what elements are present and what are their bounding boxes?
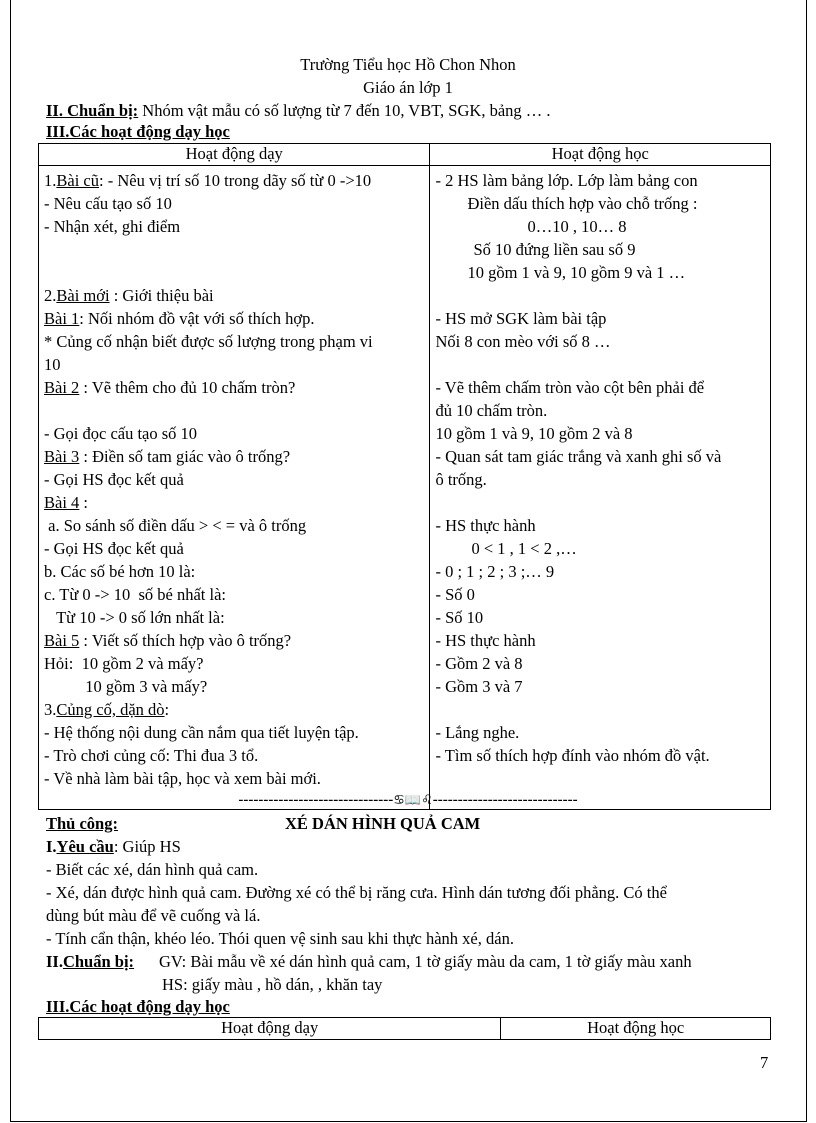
- student-line: - Gồm 3 và 7: [435, 677, 523, 696]
- teacher-line: - Nhận xét, ghi điểm: [44, 217, 181, 236]
- student-line: Nối 8 con mèo với số 8 …: [435, 332, 611, 351]
- student-line: [435, 698, 770, 721]
- teacher-line: 3.Củng cố, dặn dò:: [44, 700, 170, 719]
- prep-label: II. Chuẩn bị:: [46, 101, 139, 120]
- student-line: [435, 284, 770, 307]
- student-line: - HS thực hành: [435, 516, 536, 535]
- subject-label: Thủ công:: [46, 814, 118, 833]
- teacher-activities-cell: [39, 166, 430, 810]
- teacher-line: c. Từ 0 -> 10 số bé nhất là:: [44, 585, 226, 604]
- student-line: 0 < 1 , 1 < 2 ,…: [471, 539, 577, 558]
- teacher-line: b. Các số bé hơn 10 là:: [44, 562, 196, 581]
- student-line: - Tìm số thích hợp đính vào nhóm đồ vật.: [435, 746, 710, 765]
- student-line: [435, 353, 770, 376]
- teacher-line: 10: [44, 355, 61, 374]
- student-line: - 2 HS làm bảng lớp. Lớp làm bảng con: [435, 171, 698, 190]
- student-line: - Số 10: [435, 608, 484, 627]
- student-line: 10 gồm 1 và 9, 10 gồm 2 và 8: [435, 424, 633, 443]
- req-line-3: dùng bút màu để vẽ cuống và lá.: [46, 906, 261, 925]
- lesson-plan-subtitle: Giáo án lớp 1: [363, 78, 453, 97]
- student-line: - HS mở SGK làm bài tập: [435, 309, 607, 328]
- teacher-line: [44, 261, 429, 284]
- teacher-line: - Gọi đọc cấu tạo số 10: [44, 424, 198, 443]
- teacher-line: Bài 1: Nối nhóm đồ vật với số thích hợp.: [44, 309, 315, 328]
- teacher-line: - Gọi HS đọc kết quả: [44, 539, 184, 558]
- prep2-label: II.Chuẩn bị:: [46, 952, 135, 971]
- prep2-gv: GV: Bài mẫu về xé dán hình quả cam, 1 tờ giấy màu da cam, 1 tờ giấy màu xanh: [159, 952, 692, 971]
- student-line: Số 10 đứng liền sau số 9: [473, 240, 636, 259]
- student-line: Điền dấu thích hợp vào chỗ trống :: [467, 194, 698, 213]
- activities-table: [38, 143, 771, 810]
- student-line: - Lắng nghe.: [435, 723, 520, 742]
- page-bottom-edge: [10, 1121, 806, 1122]
- teacher-line: [44, 399, 429, 422]
- teacher-line: - Trò chơi củng cố: Thi đua 3 tổ.: [44, 746, 259, 765]
- teacher-line: - Về nhà làm bài tập, học và xem bài mới.: [44, 769, 321, 788]
- student-line: - 0 ; 1 ; 2 ; 3 ;… 9: [435, 562, 555, 581]
- prep-line: [46, 101, 551, 121]
- col-teacher-header-2: Hoạt động dạy: [39, 1018, 501, 1040]
- teacher-line: - Hệ thống nội dung cần nắm qua tiết luyện tập.: [44, 723, 359, 742]
- student-line: ô trống.: [435, 470, 487, 489]
- teacher-line: Bài 2 : Vẽ thêm cho đủ 10 chấm tròn?: [44, 378, 296, 397]
- school-name: Trường Tiểu học Hồ Chon Nhon: [300, 55, 516, 74]
- student-line: [435, 767, 770, 790]
- page-number: 7: [760, 1053, 769, 1072]
- teacher-line: Bài 5 : Viết số thích hợp vào ô trống?: [44, 631, 292, 650]
- student-line: đủ 10 chấm tròn.: [435, 401, 548, 420]
- activities-table-2: [38, 1017, 771, 1040]
- ornament-icon: ♋📖♌: [393, 793, 433, 808]
- teacher-line: 2.Bài mới : Giới thiệu bài: [44, 286, 214, 305]
- student-line: [435, 491, 770, 514]
- col-student-header: Hoạt động học: [430, 144, 771, 166]
- lesson-title: XÉ DÁN HÌNH QUẢ CAM: [285, 814, 481, 833]
- student-line: 10 gồm 1 và 9, 10 gồm 9 và 1 …: [467, 263, 686, 282]
- student-activities-cell: [430, 166, 771, 810]
- teacher-line: Hỏi: 10 gồm 2 và mấy?: [44, 654, 204, 673]
- teacher-line: * Củng cố nhận biết được số lượng trong phạm vi: [44, 332, 373, 351]
- col-teacher-header: Hoạt động dạy: [39, 144, 430, 166]
- prep-text: Nhóm vật mẫu có số lượng từ 7 đến 10, VBT, SGK, bảng … .: [142, 101, 551, 120]
- teacher-line: Bài 3 : Điền số tam giác vào ô trống?: [44, 447, 291, 466]
- student-line: - Quan sát tam giác trắng và xanh ghi số và: [435, 447, 722, 466]
- student-line: - Vẽ thêm chấm tròn vào cột bên phải để: [435, 378, 705, 397]
- student-line: - Số 0: [435, 585, 475, 604]
- teacher-line: - Gọi HS đọc kết quả: [44, 470, 184, 489]
- teacher-line: Bài 4 :: [44, 493, 89, 512]
- req-line-1: - Biết các xé, dán hình quả cam.: [46, 860, 259, 879]
- req-line-2: - Xé, dán được hình quả cam. Đường xé có thể bị răng cưa. Hình dán tương đối phẳng. Có thể: [46, 883, 667, 902]
- col-student-header-2: Hoạt động học: [501, 1018, 771, 1040]
- student-line: 0…10 , 10… 8: [527, 217, 627, 236]
- teacher-line: a. So sánh số điền dấu > < = và ô trống: [44, 516, 307, 535]
- teacher-line: - Nêu cấu tạo số 10: [44, 194, 172, 213]
- activities-title: III.Các hoạt động dạy học: [46, 122, 230, 141]
- teacher-line: 1.Bài cũ: - Nêu vị trí số 10 trong dãy số từ 0 ->10: [44, 171, 372, 190]
- activities-title-2: III.Các hoạt động dạy học: [46, 997, 230, 1016]
- section-divider: -------------------------------♋📖♌-----------------------------: [238, 792, 578, 808]
- student-line: - HS thực hành: [435, 631, 536, 650]
- teacher-line: Từ 10 -> 0 số lớn nhất là:: [44, 608, 225, 627]
- teacher-line: [44, 238, 429, 261]
- student-line: - Gồm 2 và 8: [435, 654, 523, 673]
- requirement-line: I.Yêu cầu: Giúp HS: [46, 837, 181, 856]
- req-line-4: - Tính cẩn thận, khéo léo. Thói quen vệ sinh sau khi thực hành xé, dán.: [46, 929, 514, 948]
- teacher-line: 10 gồm 3 và mấy?: [44, 677, 208, 696]
- prep2-hs: HS: giấy màu , hồ dán, , khăn tay: [162, 975, 383, 994]
